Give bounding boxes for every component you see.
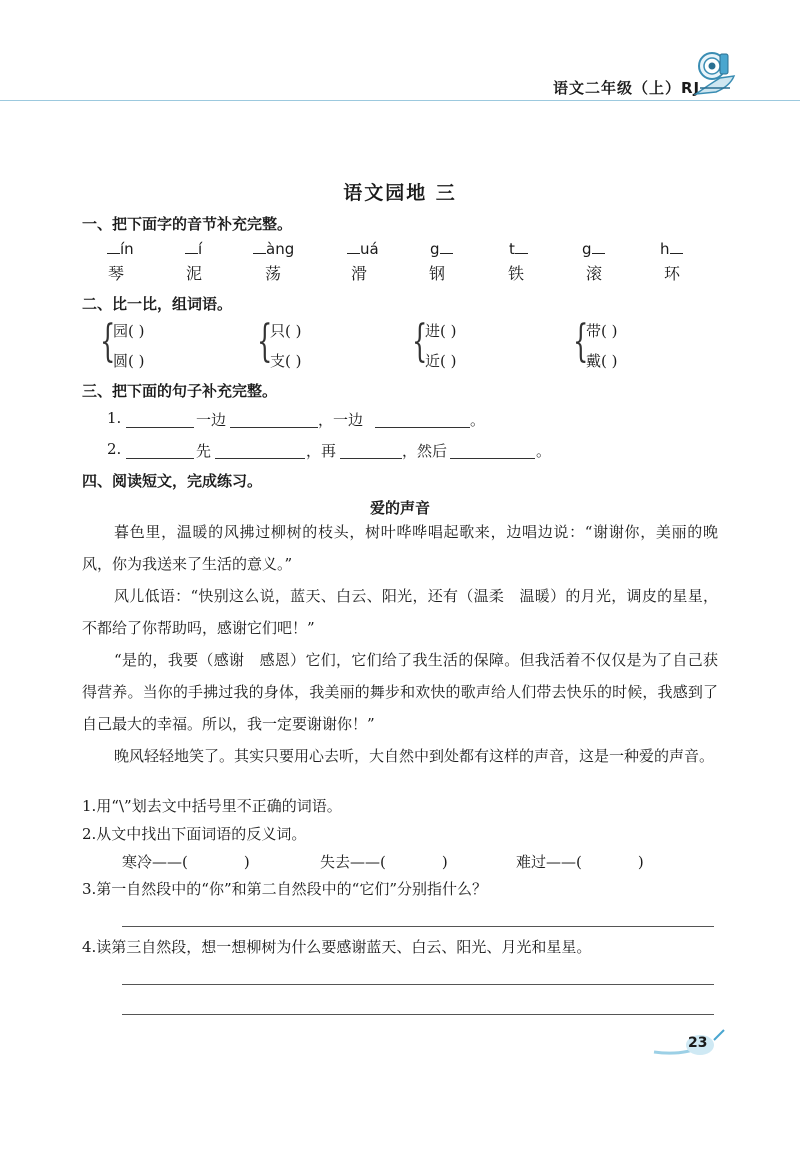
pinyin-item-4: uá	[347, 239, 379, 258]
pinyin-item-1: ín	[107, 239, 134, 258]
antonym-item[interactable]: 失去——( )	[320, 853, 448, 871]
page-number: 23	[688, 1035, 708, 1051]
char-3: 荡	[265, 264, 282, 283]
section3-heading: 三、把下面的句子补充完整。	[82, 382, 278, 400]
answer-line[interactable]	[122, 926, 714, 927]
char-6: 铁	[508, 264, 525, 283]
section4-heading: 四、阅读短文，完成练习。	[82, 472, 263, 490]
passage-paragraph-4: 晚风轻轻地笑了。其实只要用心去听，大自然中到处都有这样的声音，这是一种爱的声音。	[114, 747, 715, 765]
pinyin-item-8: h	[660, 239, 683, 258]
page-number-badge	[652, 1028, 732, 1062]
brace-icon: {	[412, 316, 428, 367]
fill-blank[interactable]	[340, 458, 402, 459]
question-2: 2.从文中找出下面词语的反义词。	[82, 825, 307, 843]
passage-paragraph-1: 暮色里，温暖的风拂过柳树的枝头，树叶哗哗唱起歌来，边唱边说：“谢谢你，美丽的晚风，你为我送来了生活的意义。”	[82, 523, 718, 573]
brace-icon: {	[257, 316, 273, 367]
question-4: 4.读第三自然段，想一想柳树为什么要感谢蓝天、白云、阳光、月光和星星。	[82, 938, 592, 956]
passage-paragraph-2: 风儿低语：“快别这么说，蓝天、白云、阳光，还有（温柔 温暖）的月光，调皮的星星，不都给了你帮助吗，感谢它们吧！”	[82, 587, 718, 637]
question-3: 3.第一自然段中的“你”和第二自然段中的“它们”分别指什么？	[82, 880, 487, 898]
pinyin-item-5: g	[430, 239, 453, 258]
answer-line[interactable]	[122, 1014, 714, 1015]
mascot-icon	[690, 48, 740, 100]
page-title: 语文园地 三	[343, 182, 457, 204]
brace-icon: {	[100, 316, 116, 367]
question-1: 1.用“\”划去文中括号里不正确的词语。	[82, 797, 342, 815]
char-2: 泥	[186, 264, 203, 283]
char-1: 琴	[108, 264, 125, 283]
fill-blank[interactable]	[375, 427, 470, 428]
pinyin-item-3: àng	[253, 239, 294, 258]
section1-heading: 一、把下面字的音节补充完整。	[82, 215, 293, 233]
section2-heading: 二、比一比，组词语。	[82, 295, 233, 313]
antonym-item[interactable]: 寒冷——( )	[122, 853, 250, 871]
fill-blank[interactable]	[230, 427, 318, 428]
fill-blank[interactable]	[126, 427, 194, 428]
char-8: 环	[664, 264, 681, 283]
char-7: 滚	[586, 264, 603, 283]
passage-paragraph-3: “是的，我要（感谢 感恩）它们，它们给了我生活的保障。但我活着不仅仅是为了自己获得营养。当你的手拂过我的身体，我美丽的舞步和欢快的歌声给人们带去快乐的时候，我感到了自己最大的幸福。所以，我一定要谢谢你！”	[82, 651, 718, 733]
pinyin-item-6: t	[509, 239, 528, 258]
passage-title: 爱的声音	[369, 499, 430, 517]
fill-blank[interactable]	[450, 458, 535, 459]
fill-blank[interactable]	[126, 458, 194, 459]
antonym-item[interactable]: 难过——( )	[516, 853, 644, 871]
char-5: 钢	[429, 264, 446, 283]
header-rule	[0, 100, 800, 101]
answer-line[interactable]	[122, 984, 714, 985]
char-4: 滑	[351, 264, 368, 283]
pinyin-item-2: í	[185, 239, 202, 258]
fill-blank[interactable]	[215, 458, 305, 459]
pinyin-item-7: g	[582, 239, 605, 258]
brace-icon: {	[573, 316, 589, 367]
book-title: 语文二年级（上）RJ	[553, 79, 701, 97]
